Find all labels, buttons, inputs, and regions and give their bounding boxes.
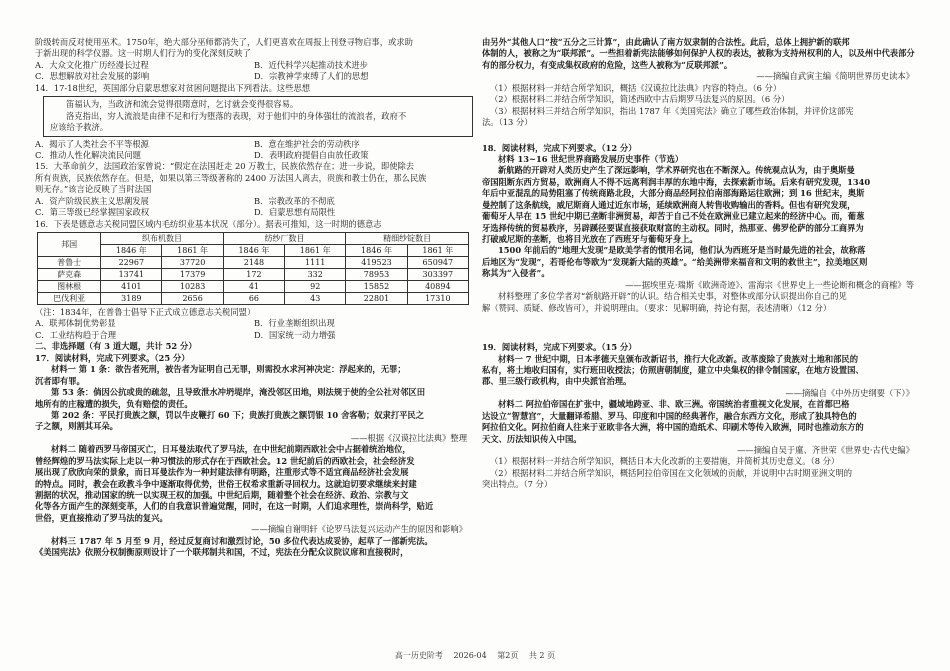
cell: 15852 [346, 281, 407, 293]
m2-line: 的特点。同时，教会在政教斗争中逐渐取得优势，世俗王权希求重新寻回权力。这就迫切要求继续来封建 [35, 478, 417, 489]
row-state: 普鲁士 [38, 257, 101, 269]
q18-material-title: 材料 13~16 世纪世界商路发展历史事件（节选） [498, 153, 684, 164]
q15-stem: 则无存。”该言论反映了当时法国 [35, 184, 152, 195]
q19-m1-line: 私有，将土地收归国有，实行班田收授法；仿照唐朝制度，建立中央集权的律令制国家，在地方设置国、 [482, 364, 864, 375]
option-a: A．揭示了人类社会不平等根源 [35, 138, 149, 149]
cell: 332 [285, 269, 346, 281]
q15-options [35, 196, 473, 219]
footer-exam: 高一历史阶考 [394, 650, 443, 660]
option-b: B．意在维护社会的劳动秩序 [254, 138, 360, 149]
q19-m1-line: 材料一 7 世纪中期，日本孝德天皇颁布改新诏书，推行大化改新。改革废除了贵族对土地和部民的 [498, 353, 859, 364]
cell: 2148 [223, 257, 284, 269]
table-row [38, 281, 469, 293]
option-d: D．宗教神学束缚了人们的思想 [254, 71, 369, 82]
cell: 43 [285, 293, 346, 305]
cell: 303397 [407, 269, 468, 281]
year-header: 1846 年 [101, 245, 162, 257]
year-header: 1861 年 [285, 245, 346, 257]
table-row [38, 257, 469, 269]
cell: 66 [223, 293, 284, 305]
q18-source: ——据埃里克·瑞斯《欧洲奇迹》、雷海宗《世界史上一些论断和概念的商榷》等 [625, 279, 914, 290]
q19-m2-line: 天文、历法知识传入中国。 [482, 433, 582, 444]
quote-line: 应该给予救济。 [50, 122, 109, 133]
q16-note: （注：1834年，在普鲁士倡导下正式成立德意志关税同盟） [35, 307, 256, 317]
q16-stem: 16．下表是德意志关税同盟区域内毛纺织业基本状况（部分）。据表可推知，这一时期的德意志 [35, 218, 382, 229]
year-header: 1846 年 [223, 245, 284, 257]
q16-options [35, 318, 473, 341]
row-state: 巴伐利亚 [38, 293, 101, 305]
intro-line: 于新出现的科学仪器。这一时期人们行为的变化深刻反映了 [35, 48, 251, 59]
q19-m1-line: 郡、里三级行政机构，由中央派官治理。 [482, 376, 632, 387]
q17-sub: 法。（13 分） [482, 117, 533, 128]
m3-line: 有的部分权力，有变成集权政府的危险，这些人被称为“反联邦派”。 [482, 59, 733, 70]
right-column [482, 37, 920, 491]
answer-space [482, 314, 920, 328]
answer-space [482, 129, 920, 143]
q18-material-line: 新航路的开辟对人类历史产生了深远影响，学术界研究也在不断深入。传统观点认为，由于奥斯曼 [498, 165, 855, 176]
cell: 650947 [407, 257, 468, 269]
q19-m2-line: 材料二 阿拉伯帝国在扩张中，疆域地跨亚、非、欧三洲。帝国统治者重视文化发展，在首都巴格 [498, 399, 850, 410]
cell: 37720 [162, 257, 223, 269]
quote-line: 笛福认为，当政济和流会觉得很隋意时，乞讨就会变得很容易。 [66, 99, 299, 110]
m2-line: 化等各方面产生的深刻变革，人们的自我意识普遍觉醒，同时，在这一时期，人们追求理性，崇尚科学，贴近 [35, 501, 434, 512]
q19-stem: 19．阅读材料，完成下列要求。（15 分） [482, 342, 637, 353]
q19-m2-line: 达设立“智慧宫”，大量翻译希腊、罗马、印度和中国的经典著作，融合东西方文化，形成了独具特色的 [482, 410, 857, 421]
year-header: 1846 年 [346, 245, 407, 257]
option-a: A．资产阶级民族主义思潮发展 [35, 195, 149, 206]
m1-line: 沉者即有罪。 [35, 375, 85, 386]
m1-source: ——根据《汉谟拉比法典》整理 [350, 432, 467, 443]
q15-stem: 所有贵族，民族依然存在。但是，如果以第三等级著称的 2400 万法国人离去，贵族和教士仍在，那么民族 [35, 172, 427, 183]
table-year-row [38, 245, 469, 257]
m1-line: 第 202 条：平民打贵族之额，罚以牛皮鞭打 60 下；贵族打贵族之额罚银 10 舍客勒；奴隶打平民之 [51, 409, 425, 420]
m2-line: 割据的状况，推动国家的统一以实现王权的加强。中世纪后期，随着整个社会在经济、政治、宗教与文 [35, 490, 409, 500]
q19-sub: （2）根据材料二并结合所学知识，概括阿拉伯帝国在文化领域的贡献，并说明中古时期亚洲文明的 [490, 467, 853, 478]
table-corner: 邦国 [38, 233, 101, 257]
m1-line: 第 53 条：倘因公抗或贵的疏忽，且导致泄水冲坍堤岸，淹没邻区田地，则法规于使的全公社对邻区田 [51, 387, 426, 398]
q19-m1-source: ——摘编自《中外历史纲要（下）》 [785, 387, 914, 398]
option-c: C．推动人性化解决流民问题 [35, 149, 141, 160]
option-b: B．近代科学兴起推动技术进步 [254, 59, 368, 70]
year-header: 1861 年 [162, 245, 223, 257]
option-c: C．工业结构趋于合理 [35, 329, 117, 340]
cell: 419523 [346, 257, 407, 269]
q18-material-line: 葡萄牙人早在 15 世纪中期已垄断非洲贸易，却苦于自己不处在欧洲业已建立起来的经济中心。而，葡葱 [482, 211, 865, 222]
q18-material-line: 年后中亚混乱的局势阻塞了传统商路北段，大部分商品经阿拉伯南部海路运往欧洲；到 16 世纪末，奥斯 [482, 188, 865, 199]
m3-line: 材料三 1787 年 5 月至 9 月，经过反复商讨和激烈讨论，50 多位代表达成妥协，起草了一部新宪法。 [51, 535, 433, 546]
option-d: D．表明政府提倡自由放任政策 [254, 149, 369, 160]
cell: 13741 [101, 269, 162, 281]
table-group-header: 织布机数目 [101, 233, 224, 245]
cell: 92 [285, 281, 346, 293]
cell: 22801 [346, 293, 407, 305]
q19-m2-source: ——摘编自吴于廑、齐世荣《世界史·古代史编》 [737, 445, 914, 455]
q18-material-line: 帝国阻断东西方贸易，欧洲商人不得不远离利润丰厚的东地中海，去探索新市场。后来有研究发现，1340 [482, 176, 871, 187]
cell: 172 [223, 269, 284, 281]
table-row [38, 269, 469, 281]
m1-line: 子之额，则割其耳朵。 [35, 421, 118, 432]
m3-line: 体制的人，被称之为“联邦派”。一些担着新宪法能够如何保护人权的表达，被称为支持州权利的人，以及州中代表部分 [482, 48, 915, 59]
q17-stem: 17．阅读材料，完成下列要求。（25 分） [35, 352, 190, 363]
m2-line: 世俗，更直接推动了罗马法的复兴。 [35, 512, 168, 523]
q18-task: 解（赞同、质疑、修改皆可），并说明理由。（要求：见解明确，持论有据，表述清晰）（12 分） [482, 302, 832, 313]
answer-space [482, 328, 920, 342]
table-row [38, 293, 469, 305]
q18-material-line: 称其为“入侵者”。 [482, 268, 550, 279]
m3-source: ——摘编自武寅主编《简明世界历史读本》 [756, 71, 914, 82]
q18-material-line: 后地区为“发现”，若哥伦布等欧为“发现新大陆的英雄”。“给美洲带来福音和文明的救世主”，拉美地区则 [482, 256, 868, 267]
q14-stem: 14．17-18世纪，英国部分启蒙思想家对贫困问题提出下列看法。这些思想 [35, 82, 311, 93]
m3-line: 《美国宪法》依照分权制衡原则设计了一个联邦制共和国，不过，宪法在分配众议院议席和直接税时， [35, 547, 409, 558]
q15-stem: 15．大革命前夕，法国政治家曾说：“假定在法国赶走 20 万教士，民族依然存在；进一步说，即使除去 [35, 161, 415, 172]
q13-options [35, 60, 473, 83]
table-header-row [38, 233, 469, 245]
option-a: A．联邦体制优势彰显 [35, 318, 116, 329]
q18-material-line: 1500 年前后的“地理大发现”是欧美学者的惯用名词，他们认为西班牙是当时最先进的社会，故称落 [498, 245, 866, 256]
cell: 17379 [162, 269, 223, 281]
cell: 17310 [407, 293, 468, 305]
q19-sub: 突出特点。（7 分） [482, 479, 553, 490]
option-b: B．行业垄断组织出现 [254, 318, 335, 329]
q14-options [35, 139, 473, 162]
q18-stem: 18．阅读材料，完成下列要求。（12 分） [482, 142, 637, 153]
footer-total: 共 2 页 [528, 650, 556, 660]
page-footer [0, 650, 950, 661]
q19-m2-line: 阿拉伯文化。阿拉伯商人往来于亚欧非各大洲，将中国的造纸术、印刷术等传入欧洲，同时也推动东方的 [482, 422, 864, 433]
m3-line: 由另外“其他人口”按“五分之三计算”，由此确认了南方奴隶制的合法性。此后，总体上拥护新的联邦 [482, 37, 850, 47]
intro-line: 阶级转而反对使用巫术。1750年，绝大部分巫师都消失了，人们更喜欢在周报上刊登寻物启事，或求助 [35, 37, 413, 47]
cell: 3189 [101, 293, 162, 305]
q14-quote-box [43, 96, 473, 136]
year-header: 1861 年 [407, 245, 468, 257]
option-c: C．思想解放对社会发展的影响 [35, 71, 150, 82]
m2-line: 展出现了欣欣向荣的景象，而日耳曼法作为一种封建法律有明路，注重形式等不适宜商品经济社会发展 [35, 467, 409, 478]
cell: 1111 [285, 257, 346, 269]
left-column [35, 37, 473, 559]
row-state: 图林根 [38, 281, 101, 293]
q19-sub: （1）根据材料一并结合所学知识，概括日本大化改新的主要措施，并简析其历史意义。（8 分） [490, 456, 840, 467]
cell: 41 [223, 281, 284, 293]
m2-line: 曾经辉煌的罗马法实际上走以一种习惯法的形式存在于西欧社会。12 世纪前后的西欧社会，社会经济发 [35, 455, 415, 466]
q18-material-line: 曼控制了这条航线，威尼斯商人通过近东市场，延续欧洲商人转售收购输出的香料。但也有研究发现， [482, 199, 856, 210]
q17-sub: （2）根据材料二并结合所学知识，简述西欧中古后期罗马法复兴的原因。（6 分） [490, 94, 790, 105]
option-d: D．启蒙思想有局限性 [254, 207, 336, 218]
row-state: 萨克森 [38, 269, 101, 281]
m2-line: 材料二 随着西罗马帝国灭亡，日耳曼法取代了罗马法，在中世纪前期西欧社会中占据着统治地位， [51, 444, 411, 455]
q18-material-line: 打破威尼斯的垄断，也将目光放在了西班牙与葡萄牙身上。 [482, 234, 698, 244]
option-a: A．大众文化推广历经漫长过程 [35, 59, 149, 70]
table-group-header: 精细纱锭数目 [346, 233, 469, 245]
cell: 40894 [407, 281, 468, 293]
m1-line: 材料一 第 1 条：欲告者死刑，被告者为证明自己无罪，则需投水求河神决定：浮起来的，无罪； [51, 364, 406, 375]
m1-line: 地所有的庄稼遭的损失，负有赔偿的责任。 [35, 398, 193, 409]
m2-source: ——摘编自谢明轩《论罗马法复兴运动产生的原因和影响》 [251, 524, 467, 535]
cell: 2656 [162, 293, 223, 305]
cell: 22967 [101, 257, 162, 269]
option-b: B．宗教改革的不彻底 [254, 195, 335, 206]
cell: 10283 [162, 281, 223, 293]
q17-sub: （3）根据材料三并结合所学知识，指出 1787 年《美国宪法》确立了哪些政治体制，并评价这部宪 [490, 105, 854, 116]
part2-title: 二、非选择题（有 3 道大题，共计 52 分） [35, 341, 197, 352]
q18-task: 材料整理了多位学者对“新航路开辟”的认识。结合相关史事，对整体或部分认识提出你自己的见 [498, 291, 847, 302]
footer-date: 2026-04 [453, 650, 487, 660]
cell: 78953 [346, 269, 407, 281]
q17-sub: （1）根据材料一并结合所学知识，概括《汉谟拉比法典》内容的特点。（6 分） [490, 82, 782, 93]
option-c: C．第三等级已经掌握国家政权 [35, 207, 150, 218]
option-d: D．国家统一动力增强 [254, 329, 336, 340]
footer-page: 第2页 [497, 650, 519, 660]
cell: 4101 [101, 281, 162, 293]
quote-line: 洛克指出，穷人流浪是由律不足和行为堕落的表现，对于他们中的身体强壮的流浪者，政府不 [66, 110, 407, 121]
q16-data-table [37, 232, 469, 305]
table-group-header: 纺纱厂数目 [223, 233, 346, 245]
q18-material-line: 牙选择传统的贸易秩序，另辟蹊径要谋直接获取财富的主动权。同时，热那亚、佛罗伦萨的部分工商界为 [482, 222, 864, 233]
